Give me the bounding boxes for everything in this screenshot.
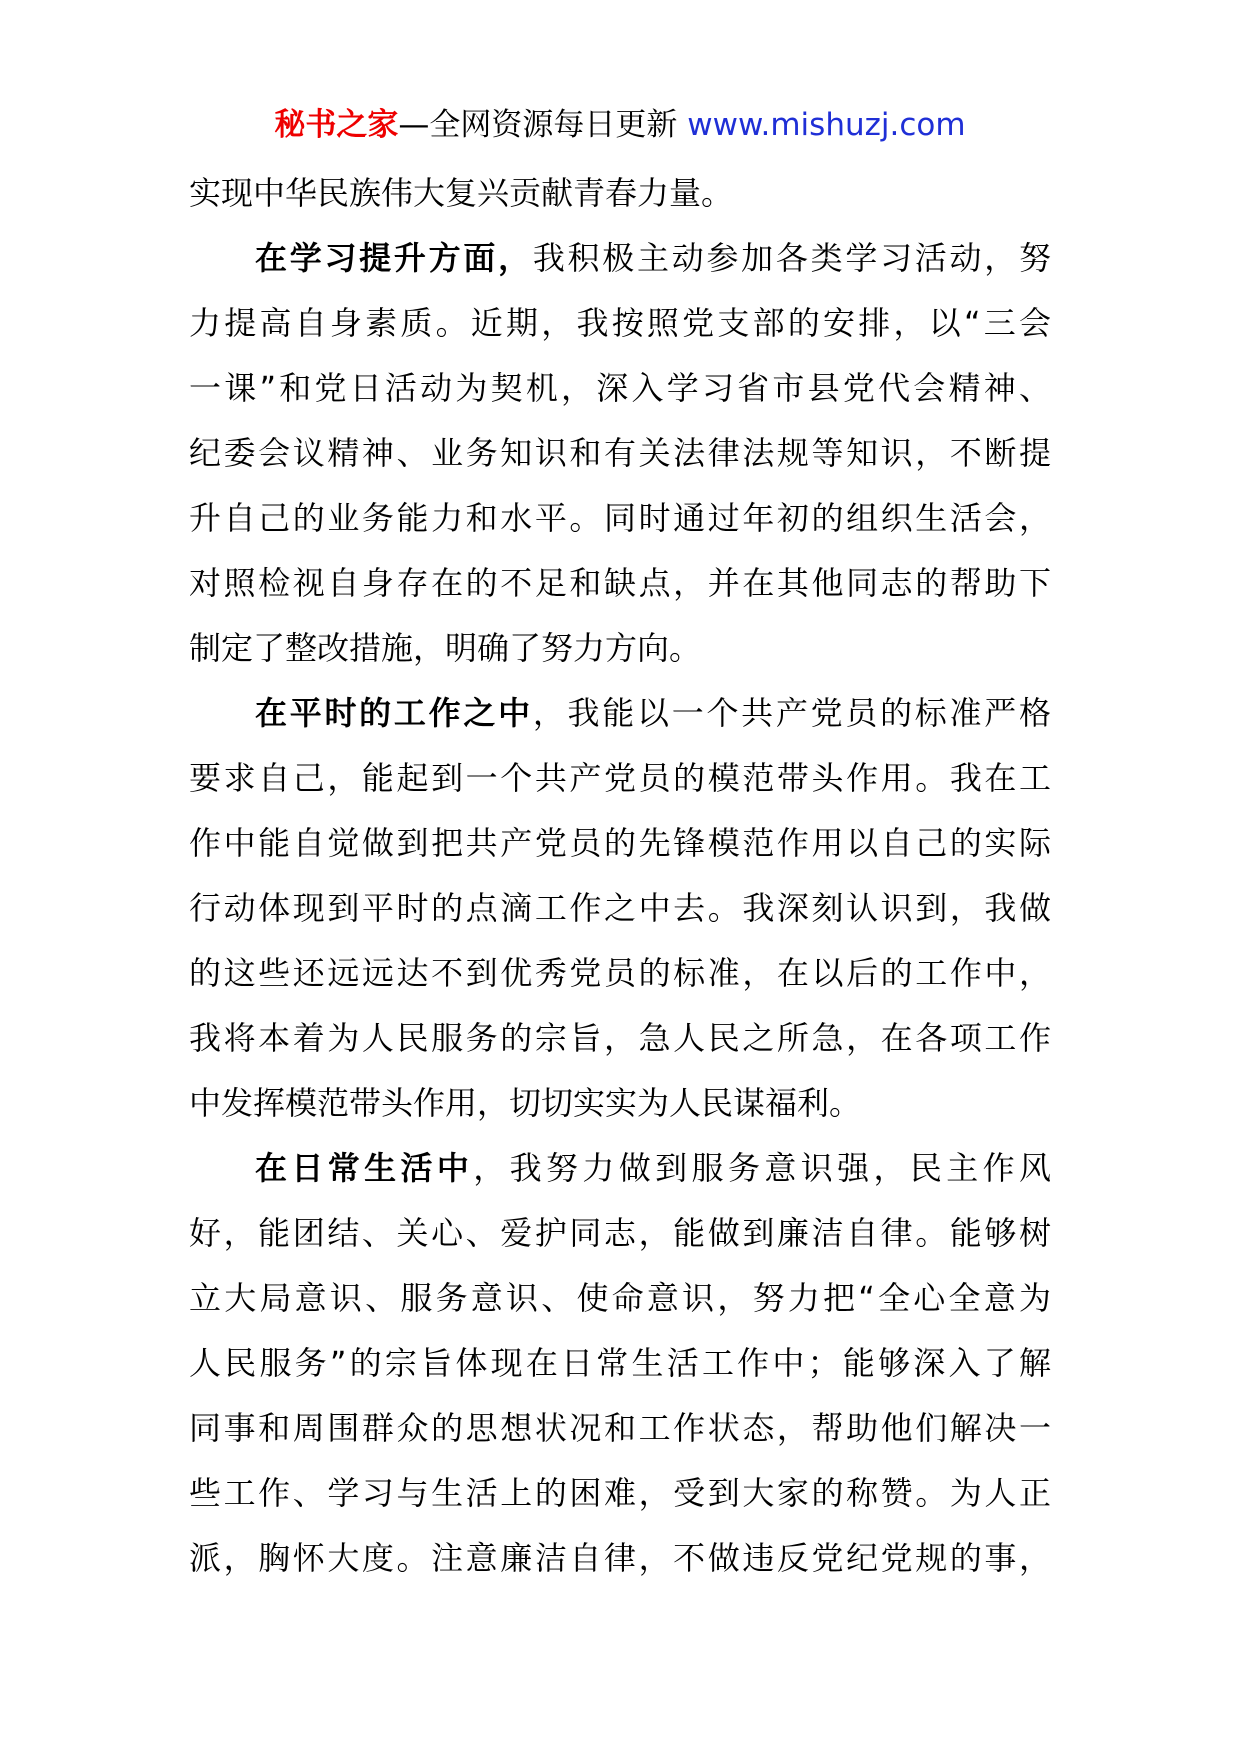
paragraph-line: 在学习提升方面，我积极主动参加各类学习活动，努 — [255, 239, 1051, 277]
paragraph-line: 些工作、学习与生活上的困难，受到大家的称赞。为人正 — [189, 1474, 1051, 1512]
paragraph-line: 制定了整改措施，明确了努力方向。 — [189, 629, 702, 667]
section-heading: 在日常生活中 — [255, 1149, 474, 1187]
document-body — [189, 161, 1051, 1591]
section-heading: 在学习提升方面， — [255, 239, 533, 277]
paragraph-line: 纪委会议精神、业务知识和有关法律法规等知识，不断提 — [189, 434, 1051, 472]
paragraph-line: 的这些还远远达不到优秀党员的标准，在以后的工作中， — [189, 954, 1051, 992]
brand-name: 秘书之家 — [274, 107, 399, 143]
section-heading: 在平时的工作之中 — [255, 694, 533, 732]
paragraph-line: 同事和周围群众的思想状况和工作状态，帮助他们解决一 — [189, 1409, 1051, 1447]
paragraph-line: 立大局意识、服务意识、使命意识，努力把“全心全意为 — [189, 1279, 1051, 1317]
paragraph-line: 力提高自身素质。近期，我按照党支部的安排，以“三会 — [189, 304, 1051, 342]
paragraph-line: 一课”和党日活动为契机，深入学习省市县党代会精神、 — [189, 369, 1051, 407]
paragraph-line: 人民服务”的宗旨体现在日常生活工作中；能够深入了解 — [189, 1344, 1051, 1382]
paragraph-line: 实现中华民族伟大复兴贡献青春力量。 — [189, 174, 734, 212]
paragraph-line: 我将本着为人民服务的宗旨，急人民之所急，在各项工作 — [189, 1019, 1051, 1057]
paragraph-line: 在日常生活中，我努力做到服务意识强，民主作风 — [255, 1149, 1051, 1187]
paragraph-line: 派，胸怀大度。注意廉洁自律，不做违反党纪党规的事， — [189, 1539, 1051, 1577]
paragraph-line: 好，能团结、关心、爱护同志，能做到廉洁自律。能够树 — [189, 1214, 1051, 1252]
paragraph-line: 要求自己，能起到一个共产党员的模范带头作用。我在工 — [189, 759, 1051, 797]
paragraph-line: 行动体现到平时的点滴工作之中去。我深刻认识到，我做 — [189, 889, 1051, 927]
paragraph-line: 对照检视自身存在的不足和缺点，并在其他同志的帮助下 — [189, 564, 1051, 602]
paragraph-line: 作中能自觉做到把共产党员的先锋模范作用以自己的实际 — [189, 824, 1051, 862]
paragraph-line: 中发挥模范带头作用，切切实实为人民谋福利。 — [189, 1084, 862, 1122]
site-header — [0, 100, 1240, 150]
paragraph-line: 升自己的业务能力和水平。同时通过年初的组织生活会， — [189, 499, 1051, 537]
site-url-link[interactable]: www.mishuzj.com — [687, 107, 966, 143]
paragraph-line: 在平时的工作之中，我能以一个共产党员的标准严格 — [255, 694, 1051, 732]
header-tagline: —全网资源每日更新 — [398, 107, 678, 143]
